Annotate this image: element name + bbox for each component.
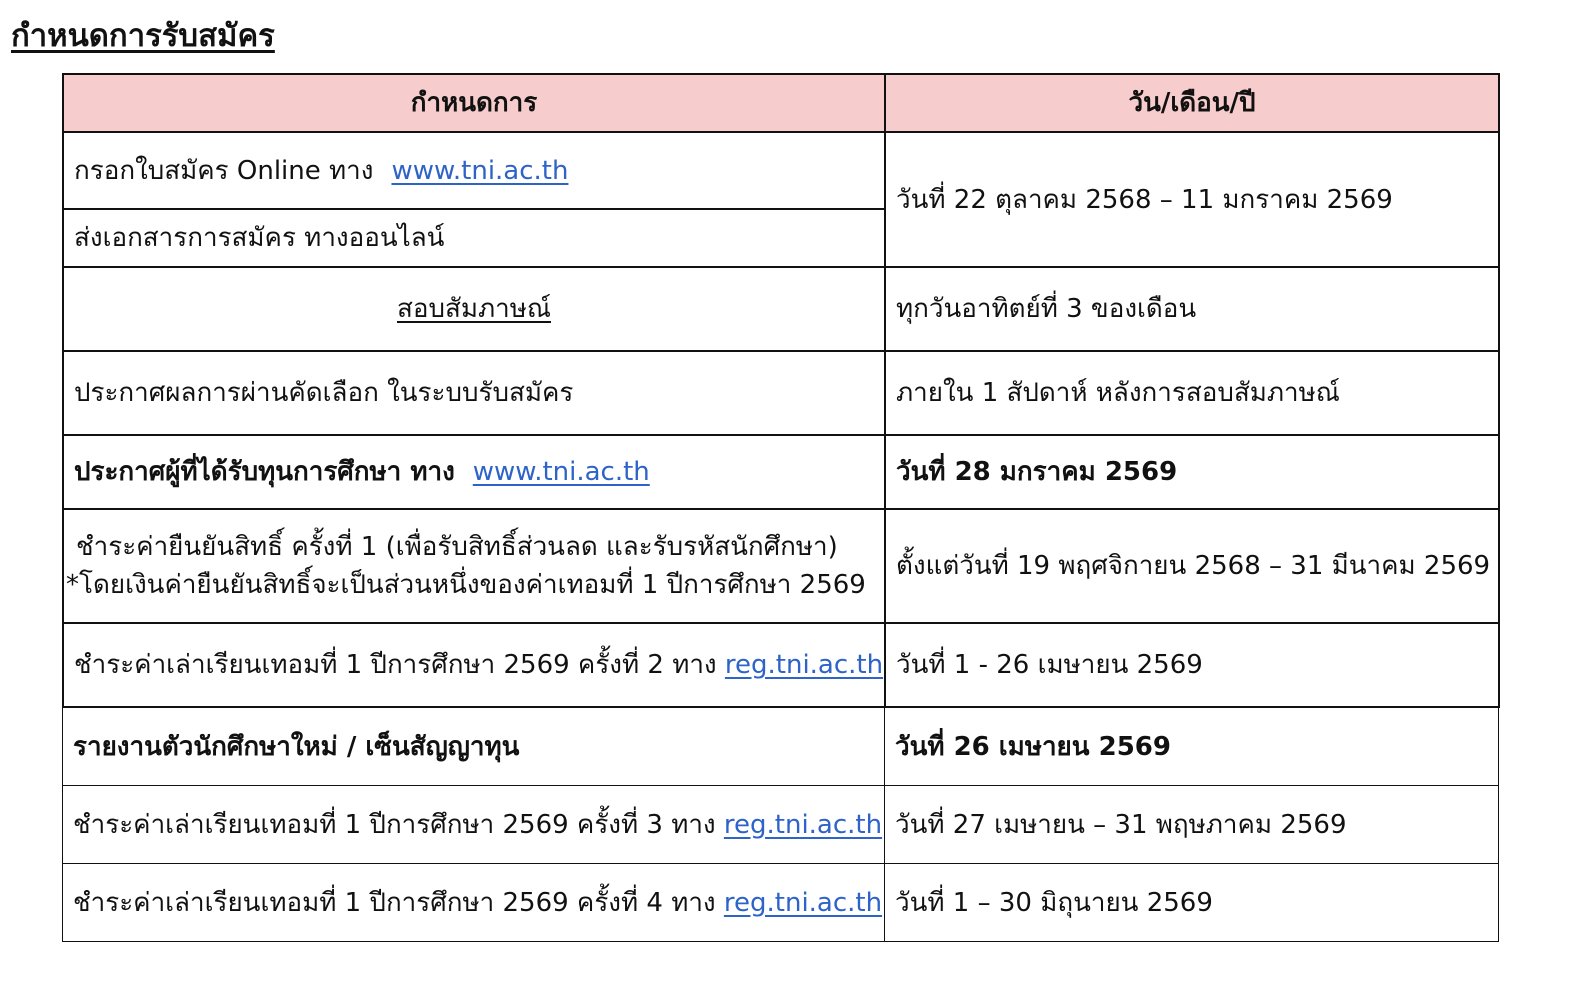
table-row <box>63 509 1499 623</box>
date-cell: วันที่ 28 มกราคม 2569 <box>885 435 1499 509</box>
date-cell: วันที่ 26 เมษายน 2569 <box>885 708 1499 786</box>
event-cell: ประกาศผลการผ่านคัดเลือก ในระบบรับสมัคร <box>63 351 885 435</box>
header-event: กำหนดการ <box>63 74 885 132</box>
event-cell <box>63 132 885 209</box>
event-text: ชำระค่าเล่าเรียนเทอมที่ 1 ปีการศึกษา 2569 ครั้งที่ 4 ทาง <box>73 887 716 918</box>
page-title: กำหนดการรับสมัคร <box>11 18 275 54</box>
event-cell: รายงานตัวนักศึกษาใหม่ / เซ็นสัญญาทุน <box>63 708 885 786</box>
table-row <box>63 132 1499 209</box>
date-cell: วันที่ 1 - 26 เมษายน 2569 <box>885 623 1499 707</box>
event-text: ประกาศผู้ที่ได้รับทุนการศึกษา ทาง <box>74 457 455 487</box>
schedule-table <box>62 73 1500 708</box>
event-cell <box>63 623 885 707</box>
event-text: ชำระค่าเล่าเรียนเทอมที่ 1 ปีการศึกษา 2569 ครั้งที่ 2 ทาง <box>74 650 717 680</box>
event-text: ชำระค่ายืนยันสิทธิ์ ครั้งที่ 1 (เพื่อรับสิทธิ์ส่วนลด และรับรหัสนักศึกษา) <box>76 532 838 562</box>
date-cell: ตั้งแต่วันที่ 19 พฤศจิกายน 2568 – 31 มีนาคม 2569 <box>885 509 1499 623</box>
date-cell: ทุกวันอาทิตย์ที่ 3 ของเดือน <box>885 267 1499 351</box>
schedule-table-lower <box>62 707 1499 942</box>
event-cell <box>63 435 885 509</box>
event-cell: ส่งเอกสารการสมัคร ทางออนไลน์ <box>63 209 885 267</box>
table-row <box>63 623 1499 707</box>
event-cell <box>63 864 885 942</box>
event-text: กรอกใบสมัคร Online ทาง <box>74 155 374 186</box>
scholarship-link[interactable]: www.tni.ac.th <box>472 457 650 487</box>
payment-link[interactable]: reg.tni.ac.th <box>723 809 883 840</box>
table-row <box>63 864 1499 942</box>
event-cell <box>63 509 885 623</box>
event-note: *โดยเงินค่ายืนยันสิทธิ์จะเป็นส่วนหนึ่งของค่าเทอมที่ 1 ปีการศึกษา 2569 <box>66 570 866 600</box>
table-header-row <box>63 74 1499 132</box>
event-cell <box>63 786 885 864</box>
date-cell: ภายใน 1 สัปดาห์ หลังการสอบสัมภาษณ์ <box>885 351 1499 435</box>
table-row <box>63 435 1499 509</box>
date-cell: วันที่ 27 เมษายน – 31 พฤษภาคม 2569 <box>885 786 1499 864</box>
event-text: ชำระค่าเล่าเรียนเทอมที่ 1 ปีการศึกษา 2569 ครั้งที่ 3 ทาง <box>73 809 716 840</box>
payment-link[interactable]: reg.tni.ac.th <box>724 650 884 680</box>
application-link[interactable]: www.tni.ac.th <box>391 155 569 186</box>
date-cell: วันที่ 22 ตุลาคม 2568 – 11 มกราคม 2569 <box>885 132 1499 267</box>
payment-link[interactable]: reg.tni.ac.th <box>723 887 883 918</box>
event-cell <box>63 267 885 351</box>
date-cell: วันที่ 1 – 30 มิถุนายน 2569 <box>885 864 1499 942</box>
table-row <box>63 351 1499 435</box>
table-row <box>63 786 1499 864</box>
interview-label: สอบสัมภาษณ์ <box>397 294 551 324</box>
header-date: วัน/เดือน/ปี <box>885 74 1499 132</box>
table-row <box>63 267 1499 351</box>
table-row <box>63 708 1499 786</box>
